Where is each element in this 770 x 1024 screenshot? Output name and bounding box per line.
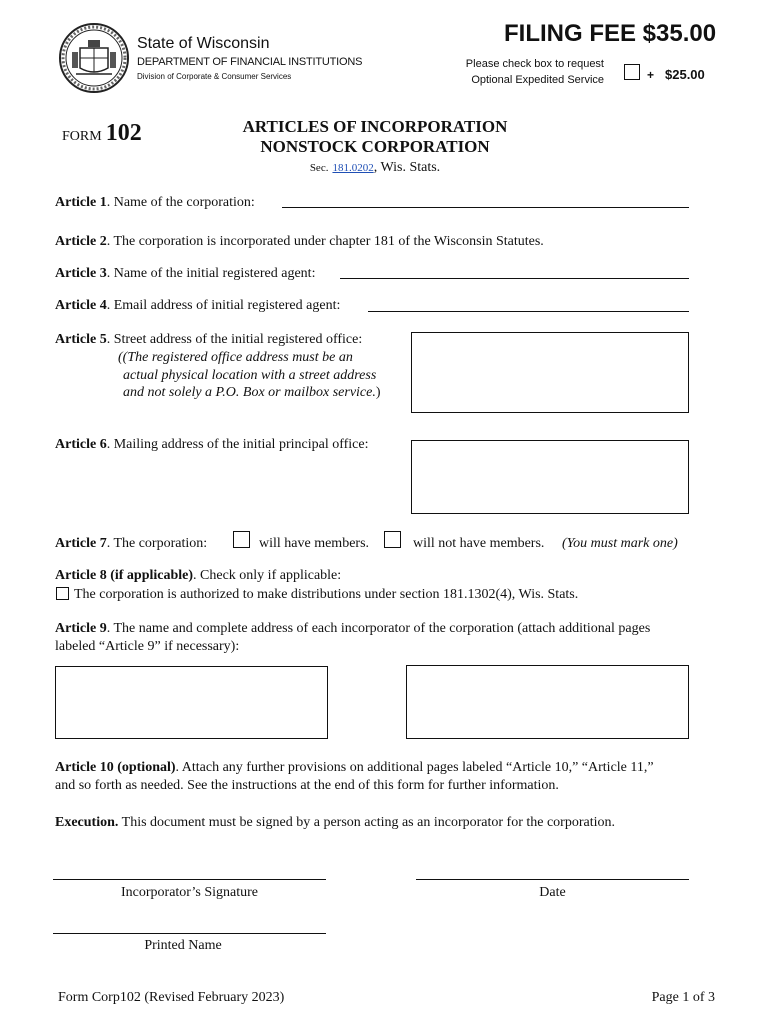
will-have-members-label: will have members. [259,536,370,551]
division-name: Division of Corporate & Consumer Services [137,72,292,81]
printed-name-line[interactable] [53,933,326,934]
article-3-label: Article 3 [55,266,107,281]
article-4-label: Article 4 [55,298,107,313]
agent-email-field[interactable] [368,311,689,312]
article-6-text: . Mailing address of the initial principal office: [106,437,369,452]
filing-fee: FILING FEE $35.00 [504,20,717,47]
statute-link[interactable]: 181.0202 [332,162,374,174]
article-1 [55,194,255,212]
article-8-label: Article 8 (if applicable) [55,568,194,583]
article-5-note-1: ((The registered office address must be an [118,350,353,365]
expedite-fee: $25.00 [665,67,705,82]
article-5-note-3 [123,384,381,402]
article-10-line-2: and so forth as needed. See the instructions at the end of this form for further information. [55,778,559,793]
expedite-plus: + [647,68,655,82]
form-number: 102 [105,120,142,146]
article-4 [55,297,340,315]
statute-reference [200,158,550,176]
article-3-text: . Name of the initial registered agent: [106,266,316,281]
sec-suffix: , Wis. Stats. [373,160,441,175]
form-title-line1: ARTICLES OF INCORPORATION [242,117,508,136]
article-10-line-1 [55,759,654,777]
article-4-text: . Email address of initial registered agent: [106,298,341,313]
article-7 [55,535,207,553]
date-line[interactable] [416,879,689,880]
incorporator-signature-label: Incorporator’s Signature [121,885,258,900]
article-5-text: . Street address of the initial registered office: [106,332,363,347]
article-9-line-1 [55,620,650,638]
article-2-label: Article 2 [55,234,107,249]
expedite-checkbox[interactable] [624,64,640,80]
article-3 [55,265,315,283]
department-name: DEPARTMENT OF FINANCIAL INSTITUTIONS [137,56,363,68]
principal-office-address-box[interactable] [411,440,689,514]
registered-agent-field[interactable] [340,278,689,279]
execution-text: This document must be signed by a person acting as an incorporator for the corporation. [118,815,616,830]
expedite-text-line1: Please check box to request [465,58,604,70]
execution [55,814,615,832]
expedite-text-line2: Optional Expedited Service [471,74,604,86]
article-5 [55,331,362,349]
article-8-text: . Check only if applicable: [193,568,342,583]
article-1-text: . Name of the corporation: [106,195,255,210]
article-10-label: Article 10 (optional) [55,760,176,775]
corporation-name-field[interactable] [282,207,689,208]
article-5-note-2: actual physical location with a street address [123,368,377,383]
article-9-line-2: labeled “Article 9” if necessary): [55,639,240,654]
article-5-note-3-text: and not solely a P.O. Box or mailbox service. [123,385,376,400]
article-6 [55,436,369,454]
will-not-have-members-checkbox[interactable] [384,531,401,548]
article-8 [55,567,341,585]
state-seal-logo [58,22,130,94]
article-9-text-1: . The name and complete address of each incorporator of the corporation (attach additional pages [106,621,651,636]
article-1-label: Article 1 [55,195,107,210]
article-5-label: Article 5 [55,332,107,347]
will-have-members-checkbox[interactable] [233,531,250,548]
state-name: State of Wisconsin [137,35,270,52]
will-not-have-members-label: will not have members. [413,536,545,551]
article-7-label: Article 7 [55,536,107,551]
incorporator-1-box[interactable] [55,666,328,739]
incorporator-signature-line[interactable] [53,879,326,880]
printed-name-label: Printed Name [144,938,222,953]
sec-prefix: Sec. [309,162,329,174]
registered-office-address-box[interactable] [411,332,689,413]
article-10-text-1: . Attach any further provisions on additional pages labeled “Article 10,” “Article 11,” [175,760,654,775]
article-2-text: . The corporation is incorporated under chapter 181 of the Wisconsin Statutes. [106,234,544,249]
distributions-label: The corporation is authorized to make distributions under section 181.1302(4), Wis. Stats. [74,587,579,602]
form-label [62,120,142,147]
footer-form-revision: Form Corp102 (Revised February 2023) [58,990,285,1005]
article-5-note-3-close: ) [375,385,381,400]
distributions-checkbox[interactable] [56,587,69,600]
article-7-text: . The corporation: [106,536,208,551]
footer-page-number: Page 1 of 3 [651,990,715,1005]
article-6-label: Article 6 [55,437,107,452]
must-mark-one-note: (You must mark one) [562,536,678,551]
article-2 [55,233,544,251]
execution-label: Execution. [55,815,119,830]
date-label: Date [539,885,566,900]
article-9-label: Article 9 [55,621,107,636]
form-title-line2: NONSTOCK CORPORATION [260,137,490,156]
form-word: FORM [62,129,102,144]
article-5-note-1-text: (The registered office address must be an [122,350,353,365]
incorporator-2-box[interactable] [406,665,689,739]
